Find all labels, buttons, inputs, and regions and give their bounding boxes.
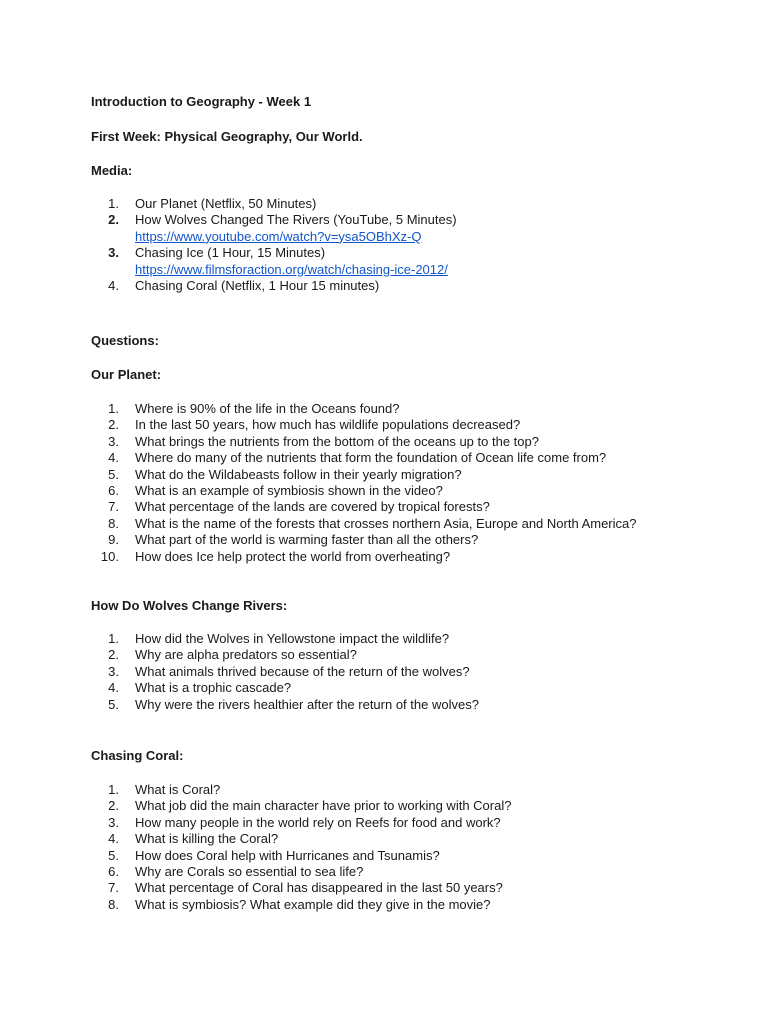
question-item [91,798,511,814]
question-text: Why are Corals so essential to sea life? [135,864,364,880]
list-number: 1. [108,401,119,416]
list-number: 2. [108,647,119,663]
question-text: What brings the nutrients from the bottom of the oceans up to the top? [135,433,539,449]
list-number: 8. [108,896,119,912]
media-item-text: Our Planet (Netflix, 50 Minutes) [135,196,317,211]
document-title: Introduction to Geography - Week 1 [91,94,312,109]
list-number: 1. [108,782,119,797]
list-number: 7. [108,499,119,515]
list-number: 4. [108,831,119,847]
media-item [91,278,457,294]
question-text: How many people in the world rely on Reefs for food and work? [135,814,501,830]
question-text: What job did the main character have prior to working with Coral? [135,798,512,814]
question-item [91,831,511,847]
list-number: 6. [108,864,119,880]
list-number: 3. [108,814,119,830]
question-item [91,697,479,713]
question-item [91,483,636,499]
list-number: 10. [100,548,119,564]
question-text: What percentage of Coral has disappeared in the last 50 years? [135,880,503,896]
list-number: 7. [108,880,119,896]
question-text: How did the Wolves in Yellowstone impact the wildlife? [135,631,450,646]
question-item [91,782,511,798]
media-heading: Media: [91,163,133,178]
list-number: 1. [108,196,119,211]
question-text: How does Coral help with Hurricanes and Tsunamis? [135,847,440,863]
media-item [91,245,457,278]
media-item-text: Chasing Ice (1 Hour, 15 Minutes) [135,245,326,261]
question-text: What do the Wildabeasts follow in their yearly migration? [135,466,462,482]
media-item [91,196,457,212]
question-item [91,434,636,450]
question-item [91,848,511,864]
question-text: What part of the world is warming faster than all the others? [135,532,479,548]
list-number: 9. [108,532,119,548]
list-number: 8. [108,515,119,531]
question-item [91,499,636,515]
list-number: 3. [108,433,119,449]
question-text: What percentage of the lands are covered by tropical forests? [135,499,490,515]
list-number: 2. [108,212,119,228]
list-number: 6. [108,483,119,499]
question-text: What animals thrived because of the return of the wolves? [135,663,470,679]
question-item [91,516,636,532]
question-item [91,680,479,696]
question-text: What is an example of symbiosis shown in the video? [135,483,443,499]
our-planet-questions [91,401,636,565]
question-item [91,864,511,880]
list-number: 1. [108,631,119,646]
question-text: How does Ice help protect the world from overheating? [135,548,451,564]
document-subtitle: First Week: Physical Geography, Our World. [91,129,363,144]
list-number: 2. [108,798,119,814]
question-item [91,631,479,647]
media-item-text: How Wolves Changed The Rivers (YouTube, 5 Minutes) [135,212,457,228]
list-number: 3. [108,245,119,261]
youtube-link[interactable]: https://www.youtube.com/watch?v=ysa5OBhXz-Q [135,228,422,244]
list-number: 5. [108,696,119,712]
question-item [91,549,636,565]
films-for-action-link[interactable]: https://www.filmsforaction.org/watch/chasing-ice-2012/ [135,261,448,277]
wolves-questions [91,631,479,713]
question-item [91,467,636,483]
list-number: 4. [108,278,119,294]
question-item [91,401,636,417]
question-text: Where do many of the nutrients that form the foundation of Ocean life come from? [135,450,607,466]
question-text: What is symbiosis? What example did they give in the movie? [135,896,491,912]
question-text: Why are alpha predators so essential? [135,647,357,663]
media-list [91,196,457,294]
our-planet-heading: Our Planet: [91,367,162,382]
list-number: 4. [108,680,119,696]
question-text: Where is 90% of the life in the Oceans found? [135,401,400,416]
list-number: 4. [108,450,119,466]
media-item [91,212,457,245]
question-item [91,450,636,466]
question-text: Why were the rivers healthier after the return of the wolves? [135,696,479,712]
question-item [91,647,479,663]
question-item [91,417,636,433]
coral-questions [91,782,511,913]
list-number: 3. [108,663,119,679]
media-item-text: Chasing Coral (Netflix, 1 Hour 15 minutes) [135,278,380,294]
wolves-heading: How Do Wolves Change Rivers: [91,598,288,613]
questions-heading: Questions: [91,333,159,348]
question-text: What is killing the Coral? [135,831,279,847]
question-text: What is Coral? [135,782,221,797]
question-item [91,880,511,896]
list-number: 2. [108,417,119,433]
question-text: In the last 50 years, how much has wildlife populations decreased? [135,417,521,433]
question-item [91,815,511,831]
question-item [91,532,636,548]
question-text: What is a trophic cascade? [135,680,292,696]
question-item [91,664,479,680]
coral-heading: Chasing Coral: [91,748,184,763]
question-item [91,897,511,913]
question-text: What is the name of the forests that crosses northern Asia, Europe and North America? [135,515,637,531]
list-number: 5. [108,466,119,482]
list-number: 5. [108,847,119,863]
